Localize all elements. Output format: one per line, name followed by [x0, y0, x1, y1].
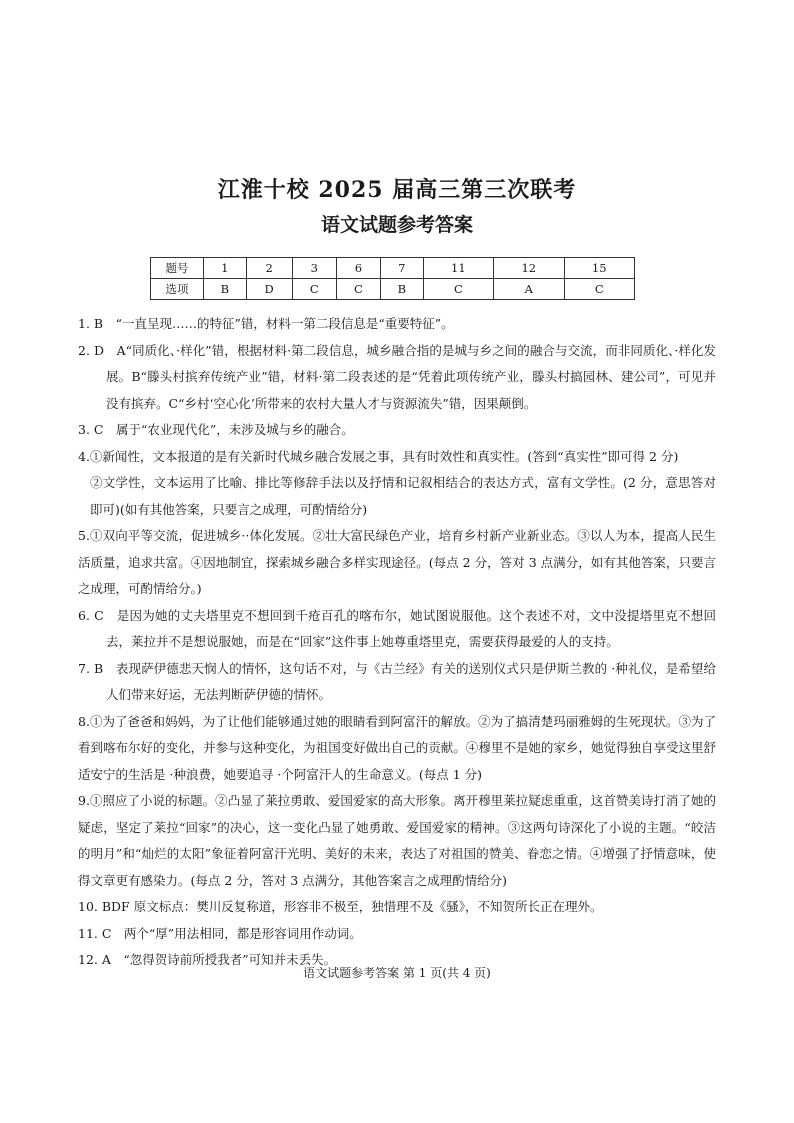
answer-item-11: 11. C 两个“厚”用法相同，都是形容词用作动词。: [78, 925, 362, 941]
option-row-label: 选项: [151, 279, 204, 300]
page-footer: 语文试题参考答案 第 1 页(共 4 页): [303, 966, 491, 980]
option-cell: C: [336, 279, 380, 300]
answer-item-8: 8.①为了爸爸和妈妈，为了让他们能够通过她的眼睛看到阿富汗的解放。②为了搞清楚玛丽雅姆的生死现状。③为了看到喀布尔好的变化，并参与这种变化，为祖国变好做出自己的贡献。④穆里不是她的家乡，她觉得独自享受这里舒适安宁的生活是 ·种浪费，她要追寻 ·个阿富汗人的生命意义。(每点 1 分): [78, 713, 716, 782]
answer-item-1: 1. B “一直呈现……的特征”错，材料一第二段信息是“重要特征”。: [78, 316, 454, 331]
option-cell: C: [292, 279, 336, 300]
answer-item-4-part-2: ②文学性，文本运用了比喻、排比等修辞手法以及抒情和记叙相结合的表达方式，富有文学性。(2 分，意思答对即可)(如有其他答案，只要言之成理，可酌情给分): [90, 475, 716, 517]
answer-item-12: 12. A “忽得贺诗前所授我者”可知并未丢失。: [78, 952, 337, 967]
question-cell: 6: [336, 258, 380, 279]
question-cell: 3: [292, 258, 336, 279]
option-cell: A: [494, 279, 564, 300]
option-cell: C: [564, 279, 635, 300]
answer-explanations: [78, 311, 716, 974]
page-subtitle: 语文试题参考答案: [320, 214, 473, 236]
option-cell: B: [381, 279, 424, 300]
answer-table-option-row: [151, 279, 635, 300]
option-cell: B: [204, 279, 247, 300]
answer-item-7: 7. B 表现萨伊德悲天悯人的情怀，这句话不对，与《古兰经》有关的送别仪式只是伊斯兰教的 ·种礼仪，是希望给人们带来好运，无法判断萨伊德的情怀。: [78, 660, 716, 702]
answer-item-3: 3. C 属于“农业现代化”，未涉及城与乡的融合。: [78, 422, 354, 437]
question-cell: 1: [204, 258, 247, 279]
answer-item-4-part-1: 4.①新闻性，文本报道的是有关新时代城乡融合发展之事，具有时效性和真实性。(答到“真实性”即可得 2 分): [78, 448, 679, 464]
question-row-label: 题号: [151, 258, 204, 279]
option-cell: D: [246, 279, 292, 300]
question-cell: 15: [564, 258, 635, 279]
answer-item-6: 6. C 是因为她的丈夫塔里克不想回到千疮百孔的喀布尔，她试图说服他。这个表述不对，文中没提塔里克不想回去，莱拉并不是想说服她，而是在“回家”这件事上她尊重塔里克，需要获得最爱的人的支持。: [78, 607, 716, 649]
question-cell: 11: [423, 258, 493, 279]
page-title: 江淮十校 2025 届高三第三次联考: [217, 177, 577, 203]
answer-table-question-row: [151, 258, 635, 279]
answer-item-9: 9.①照应了小说的标题。②凸显了莱拉勇敢、爱国爱家的高大形象。离开穆里莱拉疑虑重重，这首赞美诗打消了她的疑虑，坚定了莱拉“回家”的决心，这一变化凸显了她勇敢、爱国爱家的精神。③这两句诗深化了小说的主题。“皎洁的明月”和“灿烂的太阳”象征着阿富汗光明、美好的未来，表达了对祖国的赞美、眷恋之情。④增强了抒情意味，使得文章更有感染力。(每点 2 分，答对 3 点满分，其他答案言之成理酌情给分): [78, 793, 716, 888]
answer-item-10: 10. BDF 原文标点：樊川反复称道，形容非不极至，独惜理不及《骚》，不知贺所长正在理外。: [78, 899, 603, 914]
answer-table: [150, 257, 635, 300]
option-cell: C: [423, 279, 493, 300]
answer-item-2: 2. D A“同质化、·样化”错，根据材料·第二段信息，城乡融合指的是城与乡之间的融合与交流，而非同质化、·样化发展。B“滕头村摈弃传统产业”错，材料·第二段表述的是“凭着此项传统产业，滕头村搞园林、建公司”，可见并没有摈弃。C“乡村‘空心化’所带来的农村大量人才与资源流失”错，因果颠倒。: [78, 342, 716, 411]
answer-item-5: 5.①双向平等交流，促进城乡··体化发展。②壮大富民绿色产业，培育乡村新产业新业态。③以人为本，提高人民生活质量，追求共富。④因地制宜，探索城乡融合多样实现途径。(每点 2 分，答对 3 点满分，如有其他答案，只要言之成理，可酌情给分。): [78, 528, 716, 596]
question-cell: 2: [246, 258, 292, 279]
question-cell: 7: [381, 258, 424, 279]
question-cell: 12: [494, 258, 564, 279]
